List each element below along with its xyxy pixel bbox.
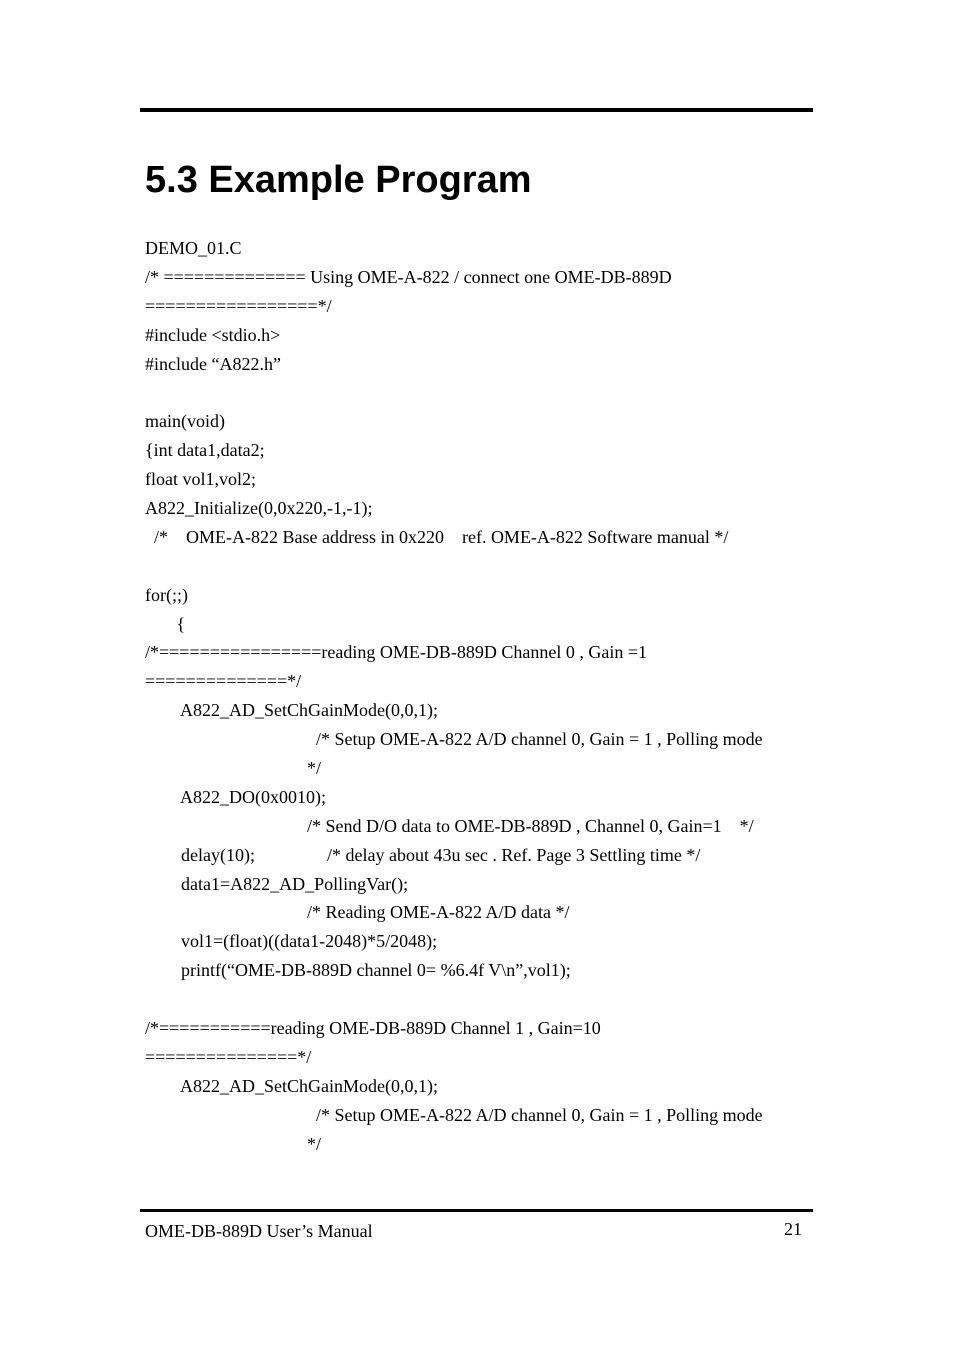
code-line: /* ============== Using OME-A-822 / connect one OME-DB-889D: [145, 266, 672, 287]
section-title: 5.3 Example Program: [145, 159, 532, 201]
code-line: [145, 985, 825, 1014]
code-line: A822_DO(0x0010);: [145, 786, 326, 807]
code-line: /* Setup OME-A-822 A/D channel 0, Gain = 1 , Polling mode: [145, 1104, 763, 1125]
code-listing: [145, 234, 825, 1159]
code-line: #include “A822.h”: [145, 353, 281, 374]
code-line: =================*/: [145, 295, 332, 316]
code-line: {: [145, 613, 186, 634]
footer-rule: [140, 1209, 813, 1212]
code-line: {int data1,data2;: [145, 440, 265, 461]
code-line: main(void): [145, 411, 225, 432]
code-line: vol1=(float)((data1-2048)*5/2048);: [145, 931, 438, 952]
code-line: delay(10); /* delay about 43u sec . Ref. Page 3 Settling time */: [145, 844, 701, 865]
code-line: for(;;): [145, 584, 188, 605]
code-line: [145, 378, 825, 407]
code-line: data1=A822_AD_PollingVar();: [145, 873, 409, 894]
code-line: A822_Initialize(0,0x220,-1,-1);: [145, 498, 373, 519]
code-line: /*================reading OME-DB-889D Channel 0 , Gain =1: [145, 642, 648, 663]
code-line: [145, 552, 825, 581]
code-line: ===============*/: [145, 1046, 312, 1067]
code-line: /* Reading OME-A-822 A/D data */: [145, 902, 570, 923]
code-line: float vol1,vol2;: [145, 469, 256, 490]
header-rule: [140, 108, 813, 112]
code-line: printf(“OME-DB-889D channel 0= %6.4f V\n”,vol1);: [145, 960, 571, 981]
code-line: /* Setup OME-A-822 A/D channel 0, Gain = 1 , Polling mode: [145, 729, 763, 750]
code-line: /*===========reading OME-DB-889D Channel 1 , Gain=10: [145, 1018, 601, 1039]
code-line: ==============*/: [145, 671, 302, 692]
code-line: A822_AD_SetChGainMode(0,0,1);: [145, 1075, 438, 1096]
code-line: #include <stdio.h>: [145, 324, 281, 345]
code-line: /* OME-A-822 Base address in 0x220 ref. OME-A-822 Software manual */: [145, 526, 729, 547]
footer-manual-title: OME-DB-889D User’s Manual: [145, 1221, 373, 1241]
code-line: /* Send D/O data to OME-DB-889D , Channel 0, Gain=1 */: [145, 815, 754, 836]
code-line: A822_AD_SetChGainMode(0,0,1);: [145, 700, 438, 721]
code-line: */: [145, 1133, 322, 1154]
code-line: DEMO_01.C: [145, 238, 242, 258]
page-number: 21: [784, 1219, 802, 1239]
code-line: */: [145, 758, 322, 779]
